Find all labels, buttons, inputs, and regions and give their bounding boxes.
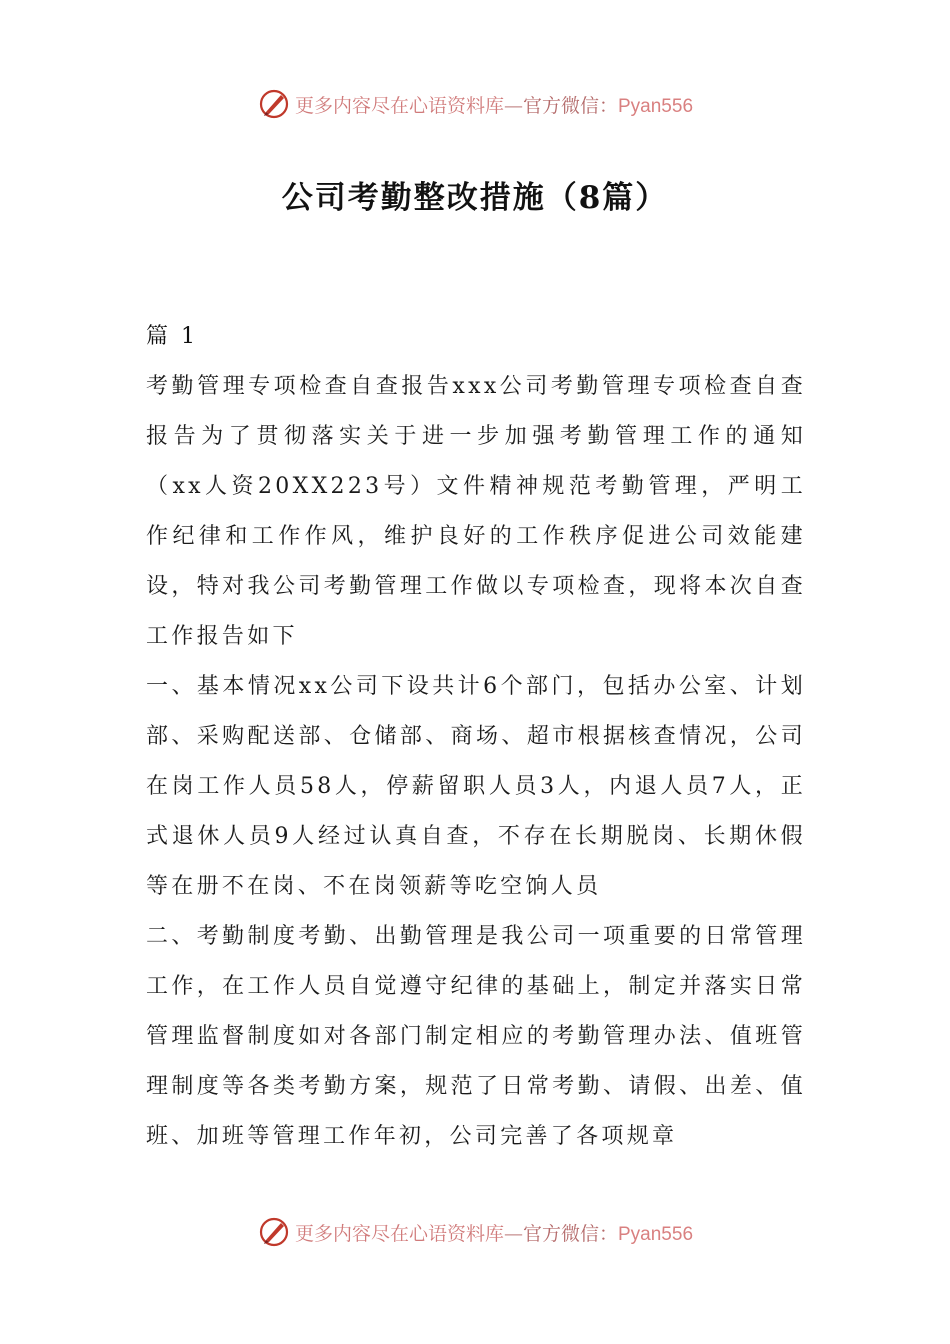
banner-wechat-label: 官方微信： <box>522 1222 618 1245</box>
footer-banner <box>0 1212 950 1252</box>
paragraph-1: 考勤管理专项检查自查报告xxx公司考勤管理专项检查自查报告为了贯彻落实关于进一步加强考勤管理工作的通知（xx人资20XX223号）文件精神规范考勤管理，严明工作纪律和工作作风，维护良好的工作秩序促进公司效能建设，特对我公司考勤管理工作做以专项检查，现将本次自查工作报告如下 <box>146 374 806 649</box>
document-title: 公司考勤整改措施（8篇） <box>281 180 669 216</box>
section-label: 篇 1 <box>146 324 198 349</box>
header-banner <box>0 84 950 124</box>
pen-logo-icon <box>257 87 291 121</box>
banner-wechat-label: 官方微信： <box>522 94 618 117</box>
banner-site-text: 更多内容尽在心语资料库 <box>294 1222 504 1245</box>
document-body <box>146 312 806 1162</box>
banner-wechat-id: Pyan556 <box>618 1223 694 1245</box>
pen-logo-icon <box>257 1215 291 1249</box>
paragraph-3: 二、考勤制度考勤、出勤管理是我公司一项重要的日常管理工作，在工作人员自觉遵守纪律的基础上，制定并落实日常管理监督制度如对各部门制定相应的考勤管理办法、值班管理制度等各类考勤方案，规范了日常考勤、请假、出差、值班、加班等管理工作年初，公司完善了各项规章 <box>146 924 806 1149</box>
banner-text <box>295 1219 693 1246</box>
banner-separator: — <box>503 1222 523 1245</box>
paragraph-2: 一、基本情况xx公司下设共计6个部门，包括办公室、计划部、采购配送部、仓储部、商场、超市根据核查情况，公司在岗工作人员58人，停薪留职人员3人，内退人员7人，正式退休人员9人经过认真自查，不存在长期脱岗、长期休假等在册不在岗、不在岗领薪等吃空饷人员 <box>146 674 806 899</box>
banner-wechat-id: Pyan556 <box>618 95 694 117</box>
banner-text <box>295 91 693 118</box>
banner-site-text: 更多内容尽在心语资料库 <box>294 94 504 117</box>
banner-separator: — <box>503 94 523 117</box>
